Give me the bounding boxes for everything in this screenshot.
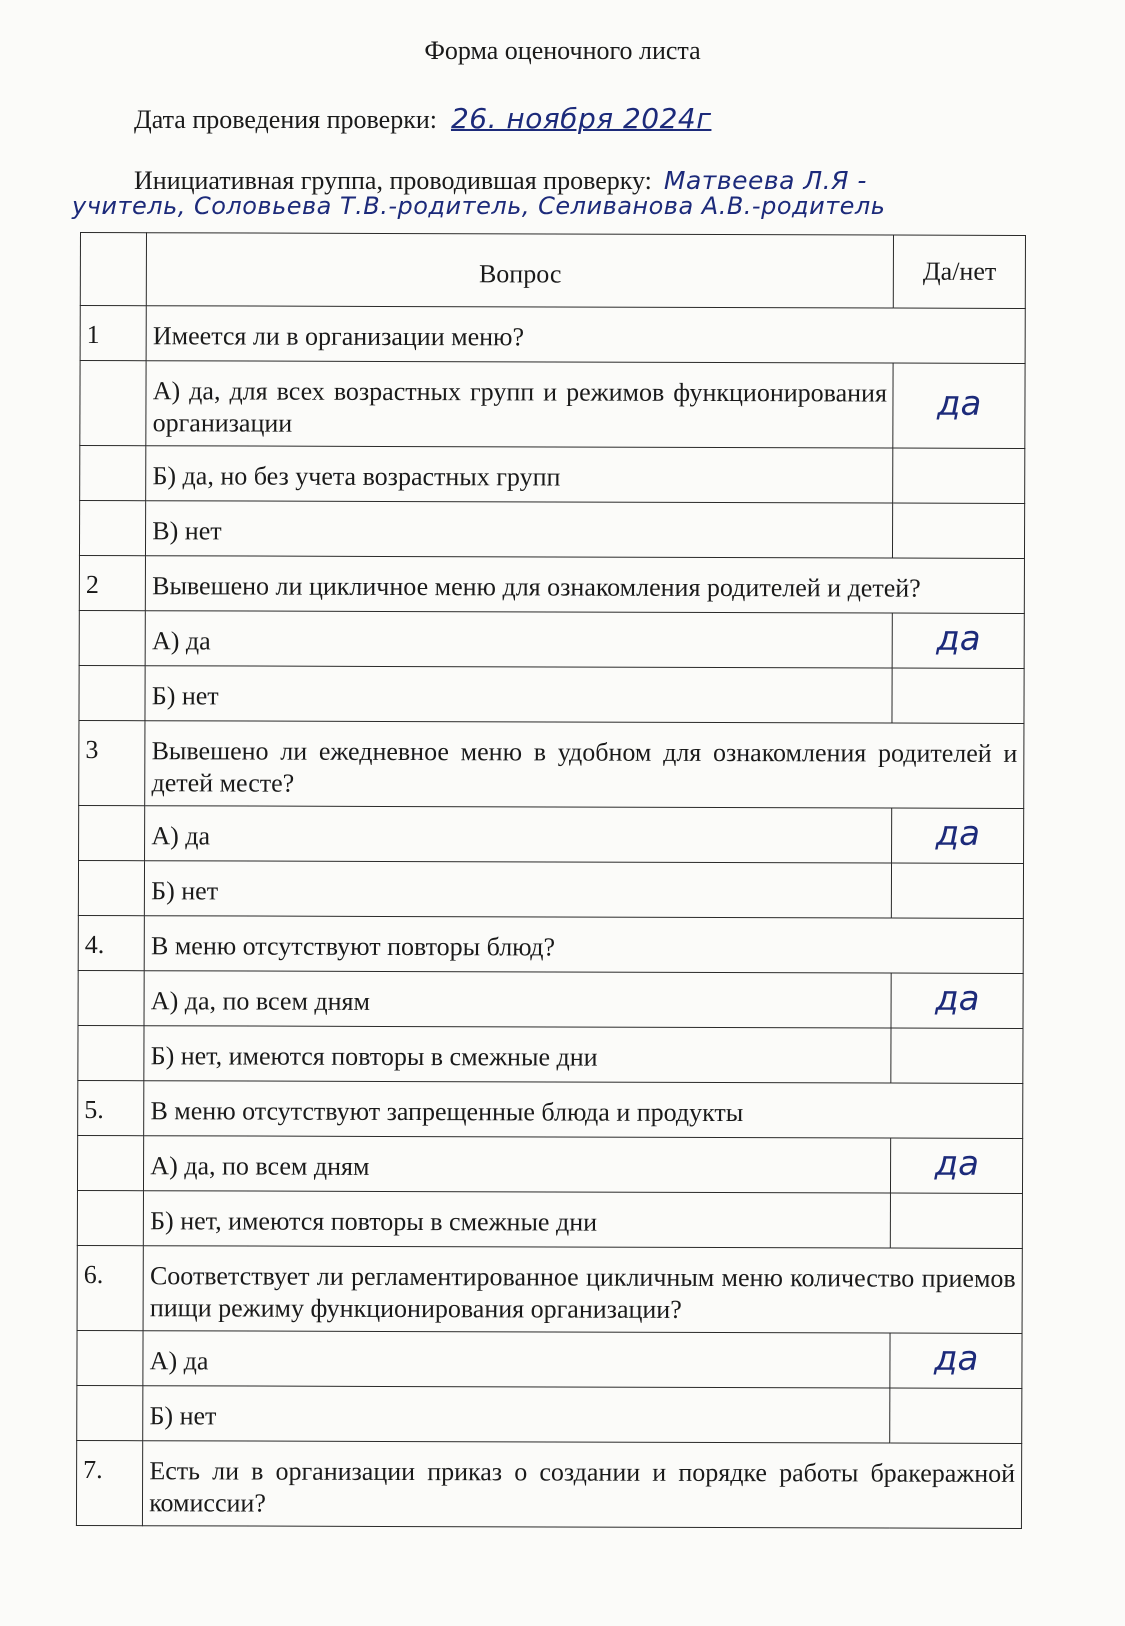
date-line bbox=[134, 102, 711, 135]
option-row bbox=[80, 361, 1025, 449]
option-row bbox=[78, 970, 1023, 1028]
question-number: 7. bbox=[76, 1440, 143, 1525]
question-row bbox=[79, 720, 1024, 808]
option-number-cell bbox=[77, 1330, 143, 1385]
option-row bbox=[80, 446, 1025, 504]
option-row bbox=[77, 1190, 1022, 1248]
option-number-cell bbox=[79, 805, 145, 860]
handwritten-answer: да bbox=[933, 1338, 979, 1379]
handwritten-answer: да bbox=[935, 813, 981, 854]
questionnaire-table bbox=[76, 232, 1026, 1529]
group-handwritten-value-2: учитель, Соловьева Т.В.-родитель, Селиванова А.В.-родитель bbox=[72, 192, 886, 220]
answer-cell bbox=[893, 448, 1025, 503]
answer-cell bbox=[892, 863, 1024, 918]
date-label: Дата проведения проверки: bbox=[134, 105, 437, 134]
option-row bbox=[77, 1385, 1022, 1443]
option-text: А) да, для всех возрастных групп и режимов функционирования организации bbox=[146, 361, 893, 448]
answer-cell bbox=[892, 808, 1024, 863]
question-row bbox=[80, 306, 1025, 364]
page-title: Форма оценочного листа bbox=[424, 36, 701, 65]
option-text: Б) нет bbox=[145, 666, 892, 723]
option-text: Б) нет bbox=[143, 1386, 890, 1443]
question-text: Есть ли в организации приказ о создании и порядке работы бракеражной комиссии? bbox=[143, 1441, 1022, 1529]
question-text: Вывешено ли ежедневное меню в удобном для ознакомления родителей и детей месте? bbox=[145, 721, 1024, 809]
option-row bbox=[78, 1025, 1023, 1083]
date-handwritten-value: 26. ноября 2024г bbox=[450, 102, 712, 135]
option-number-cell bbox=[79, 665, 145, 720]
option-text: Б) да, но без учета возрастных групп bbox=[146, 446, 893, 503]
answer-cell bbox=[892, 668, 1024, 723]
question-text: В меню отсутствуют повторы блюд? bbox=[144, 916, 1023, 974]
handwritten-answer: да bbox=[936, 383, 982, 424]
question-text: Вывешено ли цикличное меню для ознакомления родителей и детей? bbox=[146, 556, 1025, 614]
answer-cell bbox=[893, 503, 1025, 558]
answer-cell bbox=[893, 363, 1025, 448]
option-text: А) да bbox=[143, 1331, 890, 1388]
table-header-row bbox=[80, 233, 1025, 309]
answer-cell bbox=[891, 1138, 1023, 1193]
option-text: Б) нет, имеются повторы в смежные дни bbox=[144, 1026, 891, 1083]
header-question-cell: Вопрос bbox=[147, 233, 894, 308]
option-number-cell bbox=[78, 1025, 144, 1080]
question-text: Имеется ли в организации меню? bbox=[146, 306, 1025, 364]
option-number-cell bbox=[77, 1135, 143, 1190]
option-row bbox=[79, 665, 1024, 723]
question-row bbox=[76, 1440, 1021, 1528]
answer-cell bbox=[890, 1333, 1022, 1388]
option-text: А) да bbox=[145, 611, 892, 668]
option-text: А) да, по всем дням bbox=[144, 971, 891, 1028]
question-text: В меню отсутствуют запрещенные блюда и продукты bbox=[144, 1081, 1023, 1139]
option-text: А) да bbox=[145, 806, 892, 863]
question-number: 1 bbox=[80, 306, 146, 361]
option-number-cell bbox=[77, 1385, 143, 1440]
handwritten-answer: да bbox=[935, 978, 980, 1019]
question-row bbox=[77, 1245, 1022, 1333]
option-row bbox=[77, 1135, 1022, 1193]
option-text: А) да, по всем дням bbox=[144, 1136, 891, 1193]
option-number-cell bbox=[77, 1190, 143, 1245]
handwritten-answer: да bbox=[936, 618, 981, 659]
question-number: 2 bbox=[79, 556, 145, 611]
group-label: Инициативная группа, проводившая проверку: bbox=[134, 166, 652, 195]
table-body bbox=[76, 306, 1025, 1529]
option-number-cell bbox=[79, 501, 145, 556]
question-number: 5. bbox=[78, 1080, 144, 1135]
question-row bbox=[78, 915, 1023, 973]
question-number: 6. bbox=[77, 1245, 144, 1330]
answer-cell bbox=[891, 1193, 1023, 1248]
answer-cell bbox=[891, 1028, 1023, 1083]
question-text: Соответствует ли регламентированное цикличным меню количество приемов пищи режиму функционирования организации? bbox=[143, 1246, 1022, 1334]
group-handwritten-value-1: Матвеева Л.Я - bbox=[663, 166, 867, 195]
option-text: В) нет bbox=[146, 501, 893, 558]
question-number: 4. bbox=[78, 915, 144, 970]
option-number-cell bbox=[78, 970, 144, 1025]
option-number-cell bbox=[79, 610, 145, 665]
option-row bbox=[79, 610, 1024, 668]
option-row bbox=[78, 860, 1023, 918]
option-number-cell bbox=[78, 860, 144, 915]
option-text: Б) нет bbox=[145, 861, 892, 918]
handwritten-answer: да bbox=[934, 1143, 980, 1184]
option-row bbox=[77, 1330, 1022, 1388]
option-row bbox=[79, 501, 1024, 559]
option-number-cell bbox=[80, 361, 147, 446]
header-number-cell bbox=[80, 233, 146, 306]
option-text: Б) нет, имеются повторы в смежные дни bbox=[144, 1191, 891, 1248]
option-number-cell bbox=[80, 446, 146, 501]
question-number: 3 bbox=[79, 720, 146, 805]
question-row bbox=[79, 556, 1024, 614]
option-row bbox=[79, 805, 1024, 863]
question-row bbox=[78, 1080, 1023, 1138]
answer-cell bbox=[893, 613, 1025, 668]
answer-cell bbox=[891, 973, 1023, 1028]
answer-cell bbox=[890, 1388, 1022, 1443]
header-answer-cell: Да/нет bbox=[894, 235, 1026, 308]
